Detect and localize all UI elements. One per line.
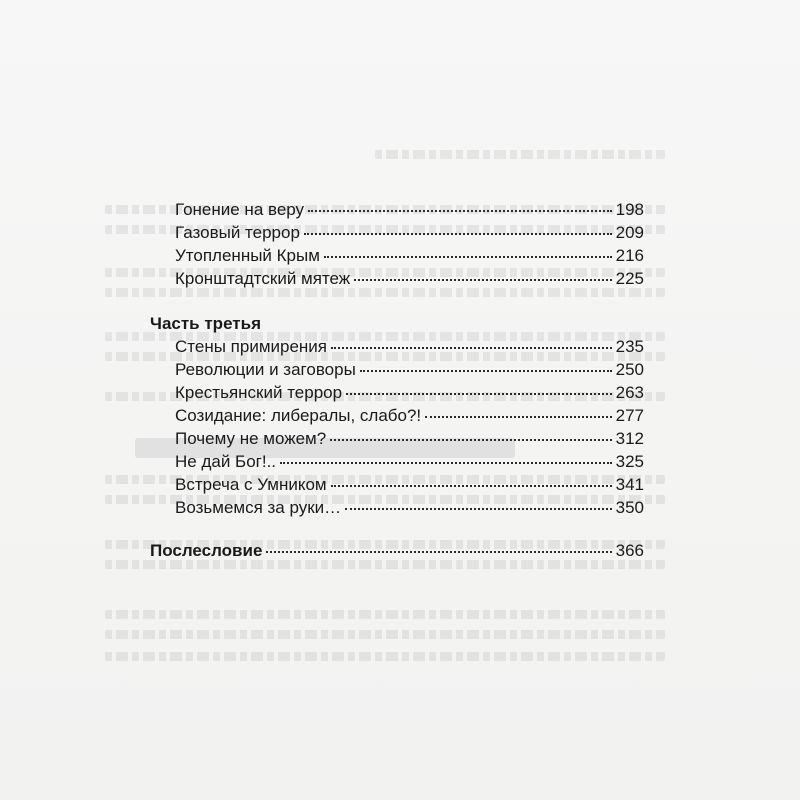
toc-entry [150,404,644,427]
toc-entry-title: Встреча с Умником [175,475,327,494]
dot-leader [425,416,611,418]
dot-leader [345,508,611,510]
toc-entry [150,381,644,404]
toc-entry [150,427,644,450]
dot-leader [324,256,612,258]
dot-leader [330,439,611,441]
dot-leader [360,370,612,372]
toc-entry-page: 250 [615,360,644,379]
toc-entry-page: 209 [615,223,644,242]
toc-entry-title: Созидание: либералы, слабо?! [175,406,422,425]
toc-entry-title: Стены примирения [175,337,327,356]
section-heading: Часть третья [150,314,261,333]
toc-entry-afterword [150,539,644,562]
toc-entry-title: Возьмемся за руки… [175,498,342,517]
toc-entry [150,244,644,267]
toc-entry-page: 366 [615,541,644,560]
toc-entry-page: 198 [615,200,644,219]
dot-leader [304,233,612,235]
dot-leader [331,347,612,349]
toc-entry-title: Гонение на веру [175,200,305,219]
toc-entry [150,450,644,473]
toc-entry-title: Крестьянский террор [175,383,343,402]
table-of-contents [150,198,644,562]
toc-entry [150,267,644,290]
dot-leader [331,485,612,487]
toc-entry-page: 235 [615,337,644,356]
toc-entry-title: Не дай Бог!.. [175,452,277,471]
toc-entry-page: 325 [615,452,644,471]
dot-leader [354,279,611,281]
toc-entry [150,496,644,519]
toc-entry-title: Кронштадтский мятеж [175,269,351,288]
toc-entry-title: Почему не можем? [175,429,327,448]
toc-entry-page: 216 [615,246,644,265]
toc-entry-title: Революции и заговоры [175,360,356,379]
dot-leader [346,393,612,395]
spacer [150,290,644,312]
toc-entry-page: 263 [615,383,644,402]
toc-entry-page: 312 [615,429,644,448]
toc-entry-title: Газовый террор [175,223,300,242]
toc-entry [150,198,644,221]
toc-entry [150,221,644,244]
spacer [150,519,644,539]
dot-leader [280,462,612,464]
toc-entry-title: Послесловие [150,541,263,560]
toc-entry-title: Утопленный Крым [175,246,320,265]
toc-entry [150,335,644,358]
toc-entry-page: 225 [615,269,644,288]
toc-entry-page: 341 [615,475,644,494]
dot-leader [308,210,612,212]
toc-entry [150,358,644,381]
toc-entry [150,473,644,496]
toc-entry-page: 277 [615,406,644,425]
dot-leader [266,551,611,553]
toc-entry-page: 350 [615,498,644,517]
